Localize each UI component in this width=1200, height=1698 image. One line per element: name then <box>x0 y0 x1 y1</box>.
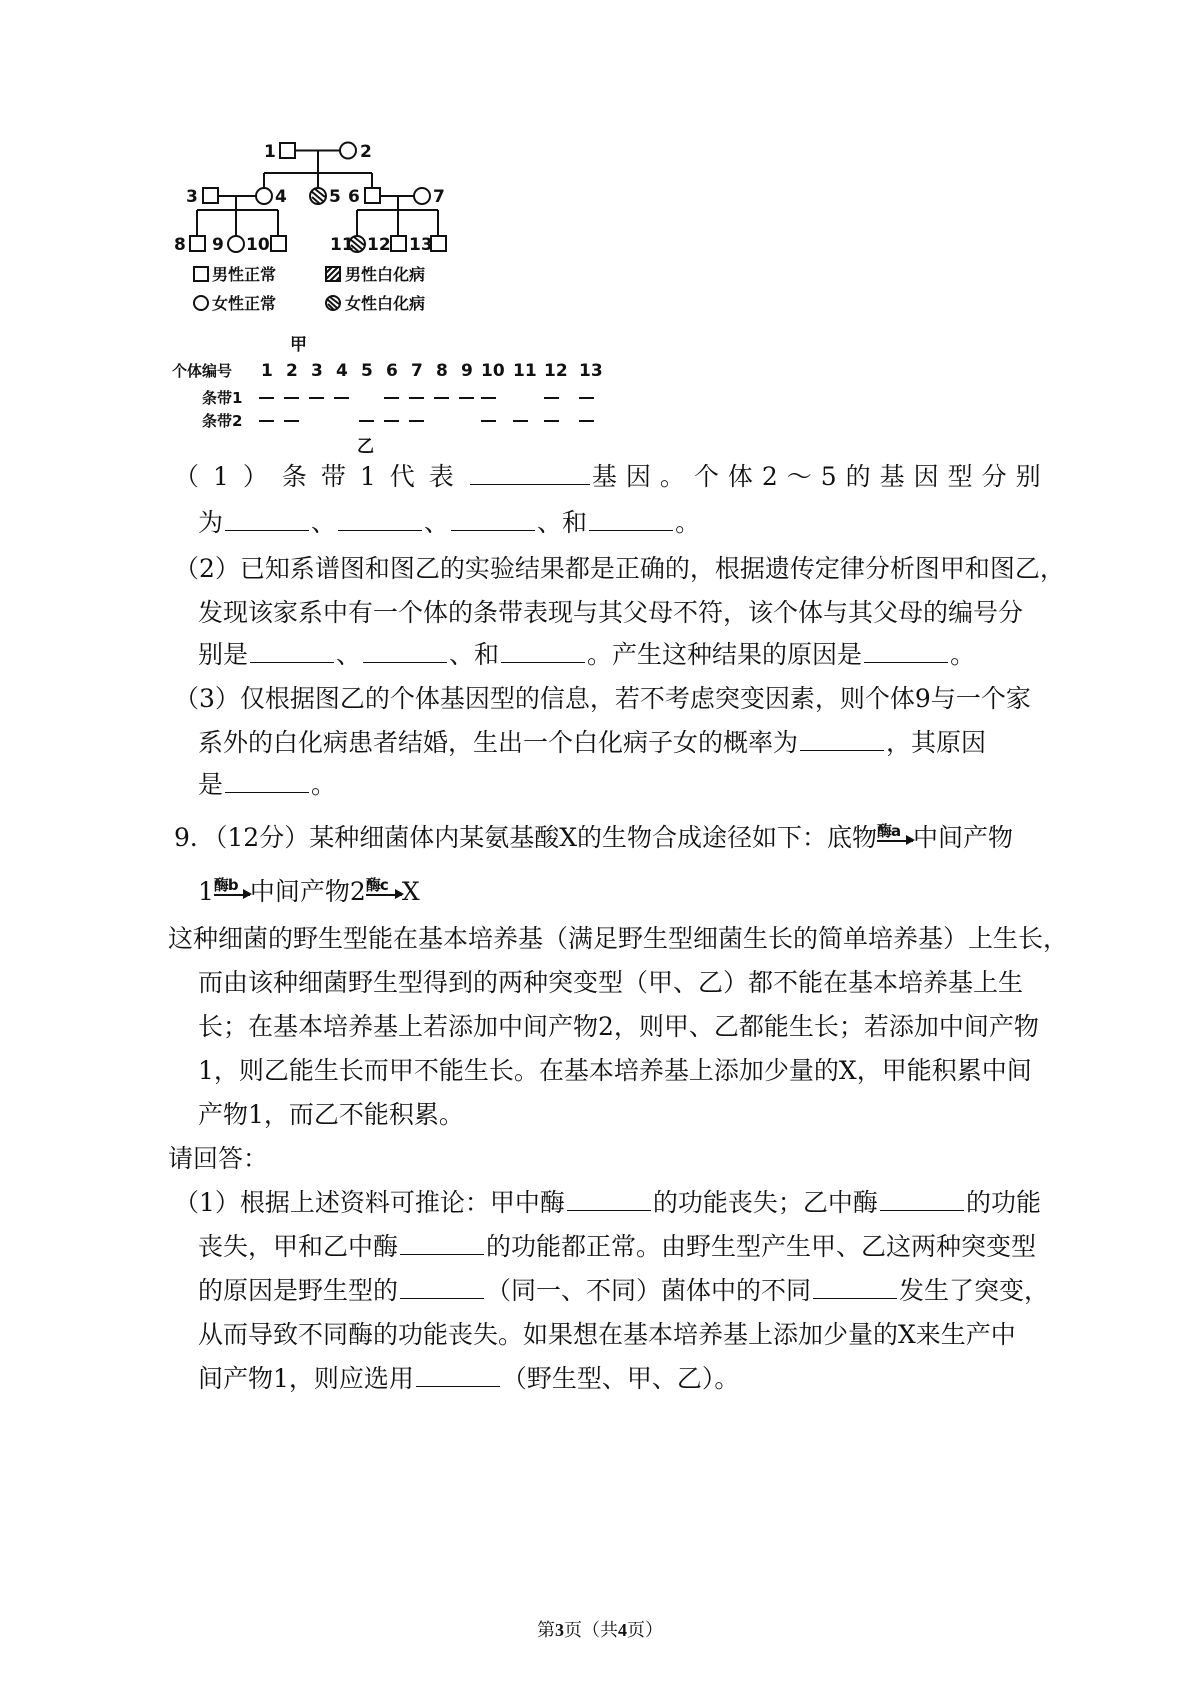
ped-num-6: 6 <box>348 187 360 207</box>
answer-blank[interactable] <box>470 462 590 485</box>
enzyme-a-label: 酶a <box>877 822 901 840</box>
answer-blank[interactable] <box>363 640 447 663</box>
q9-s1-l3c: 发生了突变， <box>899 1276 1050 1305</box>
label-yi: 乙 <box>357 437 374 457</box>
ped-num-11: 11 <box>330 235 354 255</box>
q9-s1-l2b: 的功能都正常。由野生型产生甲、乙这两种突变型 <box>486 1232 1037 1261</box>
ped-num-8: 8 <box>174 235 186 255</box>
q8-p2-l3e: 。 <box>950 640 976 669</box>
band-num-10: 10 <box>481 361 505 381</box>
band-num-13: 13 <box>579 361 603 381</box>
q9-s1-l1a: （1）根据上述资料可推论：甲中酶 <box>174 1188 565 1217</box>
band-num-1: 1 <box>261 361 273 381</box>
q9-s1-l1c: 的功能 <box>965 1188 1041 1217</box>
footer-a: 第 <box>537 1620 555 1641</box>
q9-s1-l2a: 丧失，甲和乙中酶 <box>198 1232 399 1261</box>
label-jia: 甲 <box>290 335 307 355</box>
q8-p3-line3 <box>198 768 336 802</box>
band1-label: 条带1 <box>202 389 243 407</box>
q9-ask: 请回答： <box>168 1144 269 1173</box>
q8-p1-b: 基因。个体2～5的基因型分别 <box>591 462 1050 491</box>
answer-blank[interactable] <box>250 640 334 663</box>
answer-blank[interactable] <box>400 1232 484 1255</box>
q9-l2c: X <box>401 877 420 906</box>
q8-p3-l2a: 系外的白化病患者结婚，生出一个白化病子女的概率为 <box>198 728 799 757</box>
q9-s1-l3a: 的原因是野生型的 <box>198 1276 399 1305</box>
q8-p2-line1: （2）已知系谱图和图乙的实验结果都是正确的，根据遗传定律分析图甲和图乙， <box>174 554 1065 583</box>
band-num-11: 11 <box>513 361 537 381</box>
q8-p2-l3c: 、和 <box>449 640 500 669</box>
answer-blank[interactable] <box>567 1188 651 1211</box>
answer-blank[interactable] <box>225 508 309 531</box>
band2-label: 条带2 <box>202 412 243 430</box>
answer-blank[interactable] <box>338 508 422 531</box>
q8-p3-l3b: 。 <box>311 770 337 799</box>
band-num-8: 8 <box>436 361 448 381</box>
band-num-5: 5 <box>361 361 373 381</box>
band-num-7: 7 <box>411 361 423 381</box>
q9-l2b: 中间产物2 <box>249 877 366 906</box>
q8-p1-c: 为 <box>198 508 224 537</box>
ped-num-1: 1 <box>264 142 276 162</box>
ped-num-5: 5 <box>329 187 341 207</box>
q8-p2-line3 <box>198 638 975 672</box>
q9-l2a: 1 <box>198 877 214 906</box>
enzyme-b-arrow <box>214 872 250 902</box>
legend-male-albino: 男性白化病 <box>345 265 426 284</box>
q8-p3-l3a: 是 <box>198 770 224 799</box>
ped-num-3: 3 <box>186 187 198 207</box>
band-num-4: 4 <box>336 361 348 381</box>
enzyme-b-label: 酶b <box>213 876 238 894</box>
legend-male-normal: 男性正常 <box>212 265 277 284</box>
q9-l1b: 中间产物 <box>913 823 1014 852</box>
band-num-6: 6 <box>386 361 398 381</box>
q8-p3-line2 <box>198 726 986 760</box>
q8-p3-line1: （3）仅根据图乙的个体基因型的信息，若不考虑突变因素，则个体9与一个家 <box>174 684 1031 713</box>
q9-s1-line4: 从而导致不同酶的功能丧失。如果想在基本培养基上添加少量的X来生产中 <box>198 1320 1016 1349</box>
band-num-12: 12 <box>544 361 568 381</box>
q9-para-line2: 而由该种细菌野生型得到的两种突变型（甲、乙）都不能在基本培养基上生 <box>198 968 1024 997</box>
q9-para-line5: 产物1，而乙不能积累。 <box>198 1100 464 1129</box>
q8-p1-g: 。 <box>675 508 701 537</box>
answer-blank[interactable] <box>589 508 673 531</box>
footer-c: 页） <box>627 1620 663 1641</box>
answer-blank[interactable] <box>800 728 884 751</box>
band-header: 个体编号 <box>172 362 233 380</box>
ped-num-2: 2 <box>360 142 372 162</box>
q9-s1-line5 <box>198 1362 739 1396</box>
ped-num-9: 9 <box>212 235 224 255</box>
symbol-female-normal <box>340 143 356 159</box>
q8-p1-line2 <box>198 506 700 540</box>
q9-s1-l3b: （同一、不同）菌体中的不同 <box>486 1276 812 1305</box>
answer-blank[interactable] <box>501 640 585 663</box>
band-num-3: 3 <box>311 361 323 381</box>
q8-p1-d: 、 <box>311 508 337 537</box>
q8-p2-l3a: 别是 <box>198 640 249 669</box>
answer-blank[interactable] <box>225 770 309 793</box>
page-footer <box>0 1616 1200 1642</box>
answer-blank[interactable] <box>880 1188 964 1211</box>
legend-female-normal: 女性正常 <box>212 294 277 313</box>
q9-para-line1: 这种细菌的野生型能在基本培养基（满足野生型细菌生长的简单培养基）上生长， <box>168 924 1069 953</box>
q9-s1-l5b: （野生型、甲、乙）。 <box>501 1364 740 1393</box>
q9-s1-line1 <box>174 1186 1041 1220</box>
band-figure <box>170 328 630 458</box>
enzyme-c-label: 酶c <box>365 876 388 894</box>
answer-blank[interactable] <box>864 640 948 663</box>
q8-p1-line1 <box>174 460 1050 494</box>
q9-line1 <box>174 818 1013 855</box>
q9-s1-line2 <box>198 1230 1036 1264</box>
ped-num-13: 13 <box>409 235 433 255</box>
legend-female-albino: 女性白化病 <box>345 294 426 313</box>
q9-s1-line3 <box>198 1274 1049 1308</box>
q8-p3-l2b: ，其原因 <box>886 728 987 757</box>
q8-p2-line2: 发现该家系中有一个体的条带表现与其父母不符，该个体与其父母的编号分 <box>198 598 1024 627</box>
band-num-9: 9 <box>461 361 473 381</box>
ped-num-7: 7 <box>433 187 445 207</box>
q9-para-line4: 1，则乙能生长而甲不能生长。在基本培养基上添加少量的X，甲能积累中间 <box>198 1056 1032 1085</box>
q9-para-line3: 长；在基本培养基上若添加中间产物2，则甲、乙都能生长；若添加中间产物 <box>198 1012 1039 1041</box>
answer-blank[interactable] <box>813 1276 897 1299</box>
enzyme-a-arrow <box>877 818 913 848</box>
footer-b: 页（共 <box>564 1620 618 1641</box>
pedigree-figure <box>174 140 500 340</box>
band-num-2: 2 <box>286 361 298 381</box>
ped-num-10: 10 <box>246 235 270 255</box>
q8-p2-l3d: 。产生这种结果的原因是 <box>587 640 863 669</box>
q8-p2-l3b: 、 <box>336 640 362 669</box>
enzyme-c-arrow <box>366 872 402 902</box>
q8-p1-f: 、和 <box>537 508 588 537</box>
q9-line2 <box>198 872 420 909</box>
page-number: 3 <box>555 1620 564 1640</box>
ped-num-12: 12 <box>367 235 391 255</box>
q9-s1-l5a: 间产物1，则应选用 <box>198 1364 414 1393</box>
q8-p1-e: 、 <box>424 508 450 537</box>
q9-l1a: 9．（12分）某种细菌体内某氨基酸X的生物合成途径如下：底物 <box>174 823 878 852</box>
q9-s1-l1b: 的功能丧失；乙中酶 <box>652 1188 878 1217</box>
answer-blank[interactable] <box>400 1276 484 1299</box>
answer-blank[interactable] <box>451 508 535 531</box>
q8-p1-a: （1）条带1代表 <box>174 462 468 491</box>
symbol-male-normal <box>280 143 295 158</box>
page-total: 4 <box>618 1620 627 1640</box>
answer-blank[interactable] <box>416 1364 500 1387</box>
ped-num-4: 4 <box>275 187 287 207</box>
